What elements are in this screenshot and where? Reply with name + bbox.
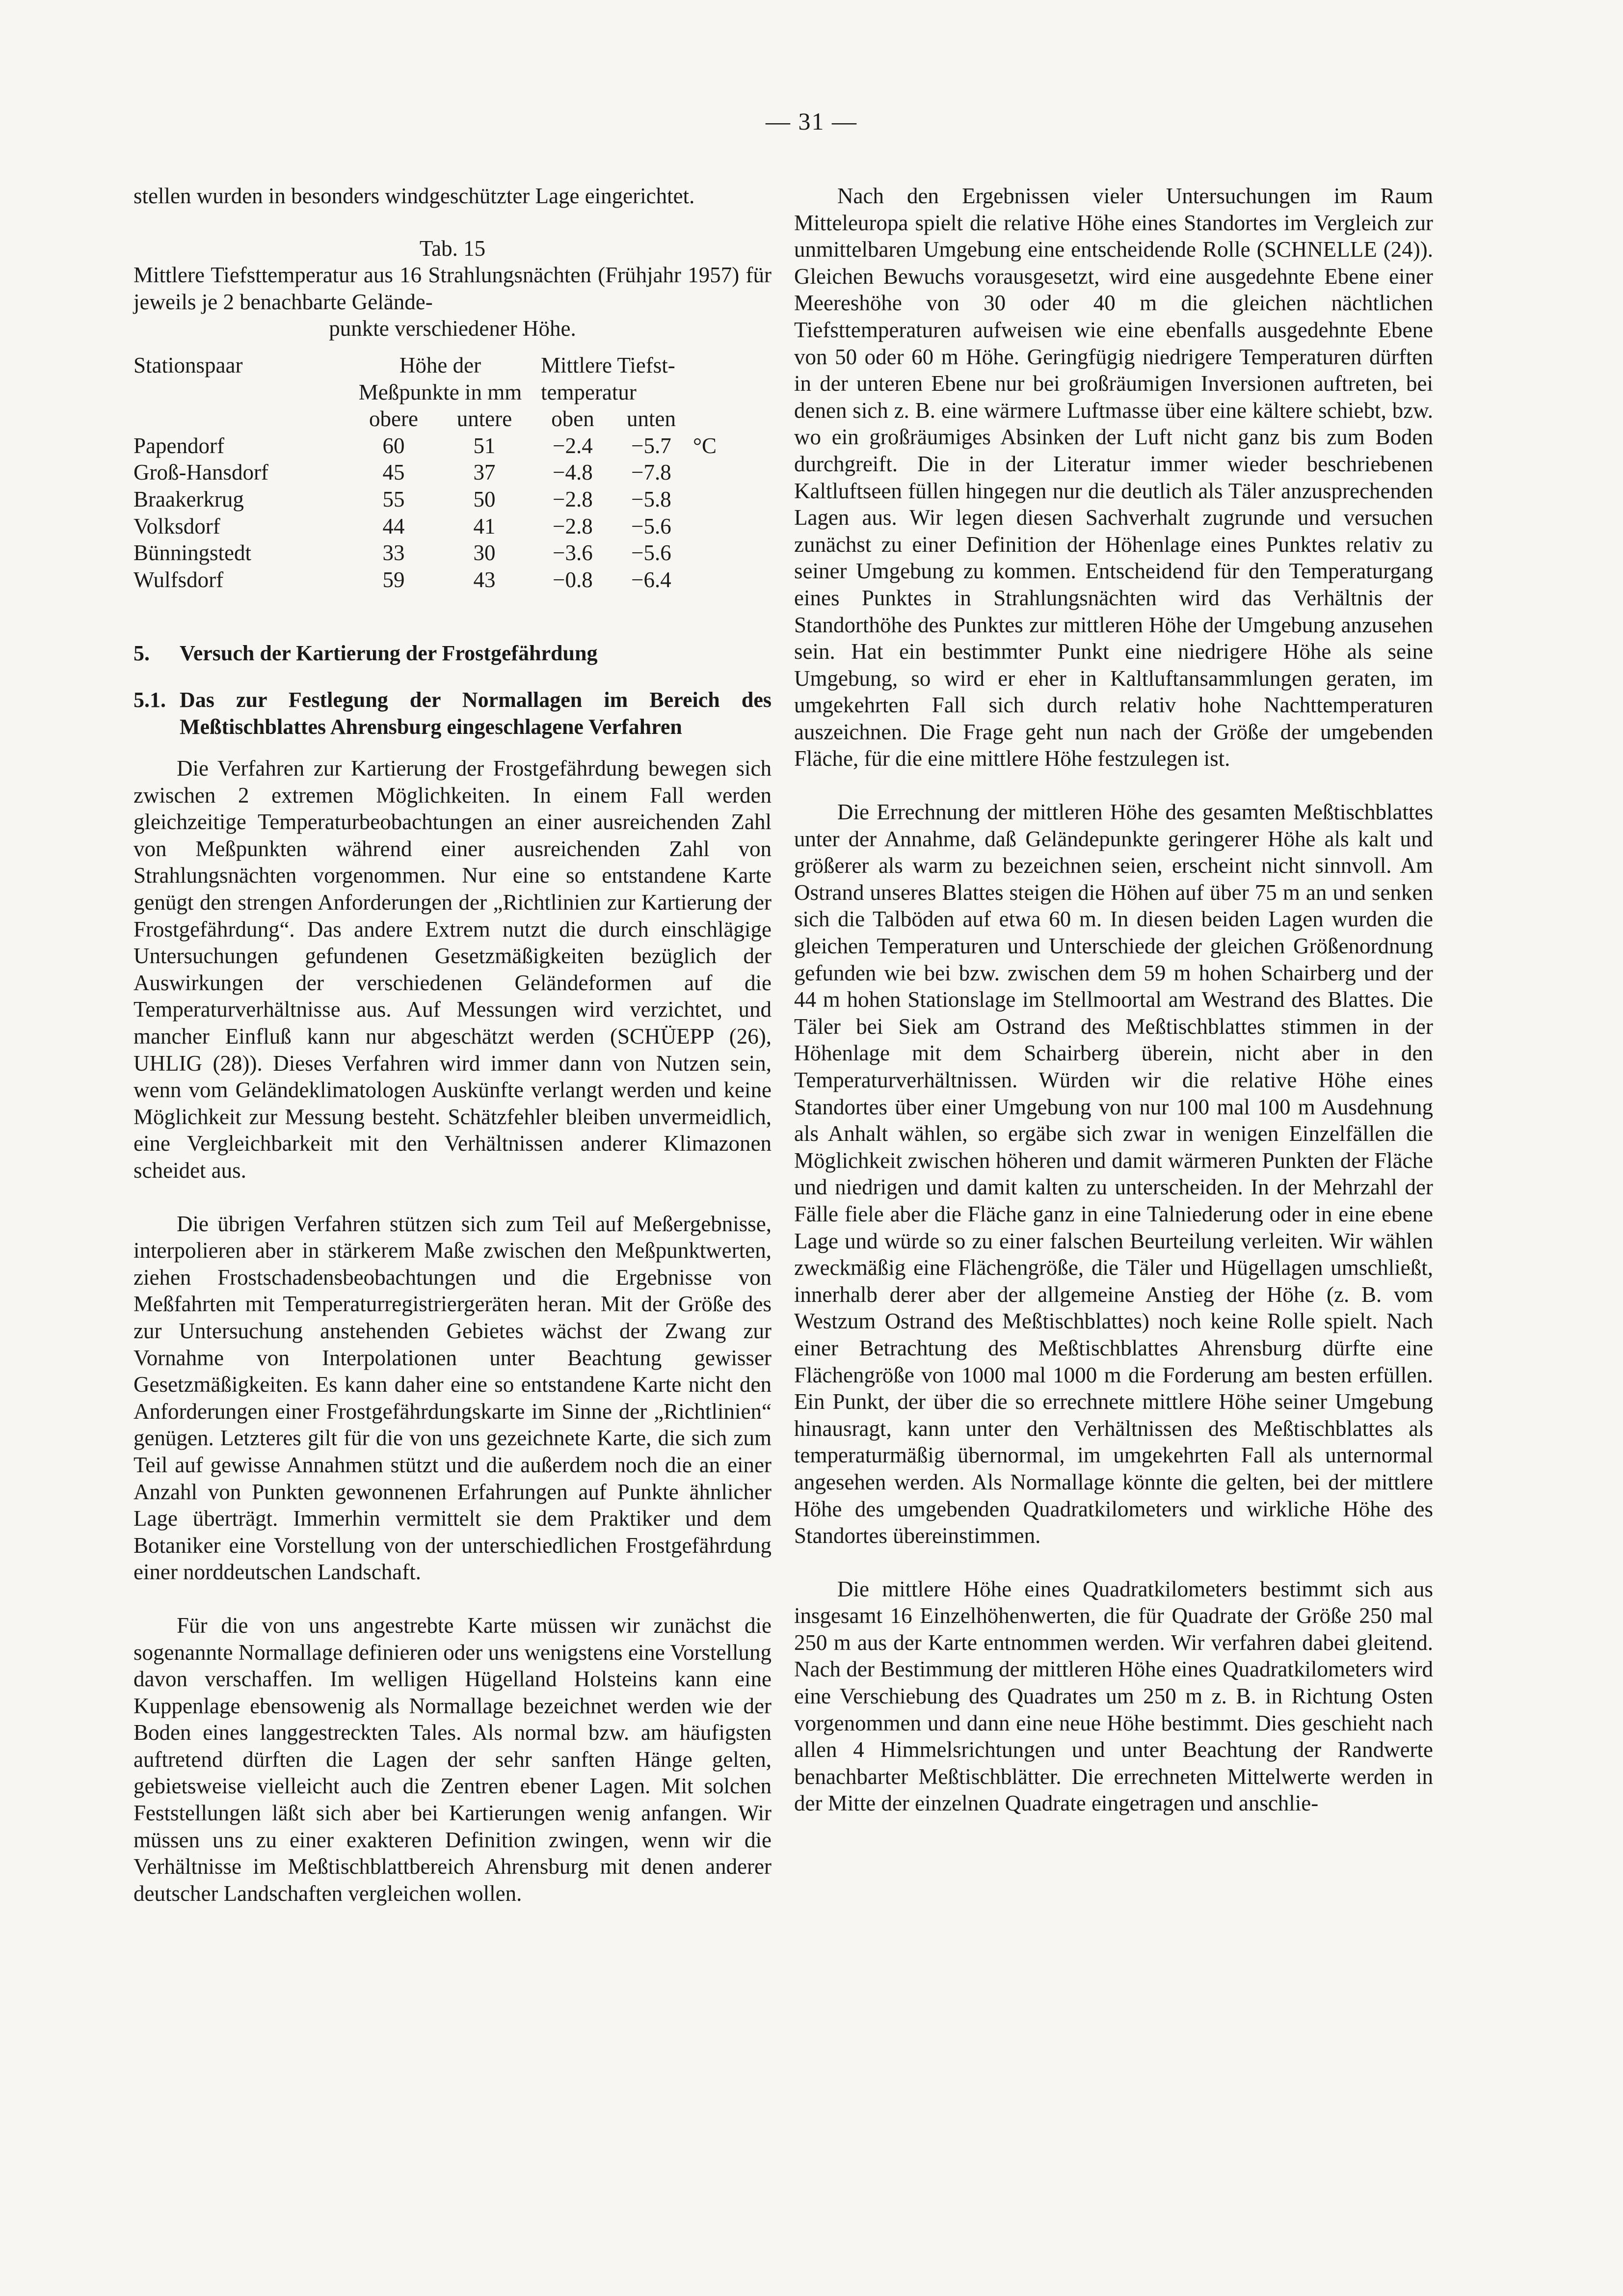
paragraph: Die mittlere Höhe eines Quadratkilometers bestimmt sich aus insgesamt 16 Einzelhöhenwerten, die für Quadrate der Größe 250 mal 250 m aus der Karte entnommen werden. Wir verfahren dabei gleitend. Nach der Bestimmung der mittleren Höhe eines Quadratkilometers wird eine Verschiebung des Quadrates um 250 m z. B. in Richtung Osten vorgenommen und dann eine neue Höhe bestimmt. Dies geschieht nach allen 4 Himmelsrichtungen und unter Beachtung der Randwerte benachbarter Meßtischblätter. Die errechneten Mittelwerte werden in der Mitte der einzelnen Quadrate eingetragen und anschlie- (794, 1576, 1433, 1816)
table-row: Papendorf 60 51 −2.4 −5.7 °C (133, 432, 772, 459)
subsection-title: Das zur Festlegung der Normallagen im Bereich des Meßtischblattes Ahrensburg eingeschlagene Verfahren (180, 687, 772, 739)
table-row: Wulfsdorf 59 43 −0.8 −6.4 (133, 567, 671, 592)
paragraph: Die Verfahren zur Kartierung der Frostgefährdung bewegen sich zwischen 2 extremen Möglichkeiten. In einem Fall werden gleichzeitige Temperaturbeobachtungen an einer ausreichenden Zahl von Meßpunkten während einer ausreichenden Zahl von Strahlungsnächten vorgenommen. Nur eine so entstandene Karte genügt den strengen Anforderungen der „Richtlinien zur Kartierung der Frostgefährdung“. Das andere Extrem nutzt die durch einschlägige Untersuchungen gefundenen Gesetzmäßigkeiten bezüglich der Auswirkungen der verschiedenen Geländeformen auf die Temperaturverhältnisse aus. Auf Messungen wird verzichtet, und mancher Einfluß kann nur abgeschätzt werden (SCHÜEPP (26), UHLIG (28)). Dieses Verfahren wird immer dann von Nutzen sein, wenn vom Geländeklimatologen Auskünfte verlangt werden und keine Möglichkeit zur Messung besteht. Schätzfehler bleiben unvermeidlich, eine Vergleichbarkeit mit den Verhältnissen anderer Klimazonen scheidet aus. (133, 756, 772, 1183)
col-height-2: Meßpunkte in mm (358, 379, 522, 405)
paragraph: Nach den Ergebnissen vieler Untersuchungen im Raum Mitteleuropa spielt die relative Höhe eines Standortes im Vergleich zur unmittelbaren Umgebung eine entscheidende Rolle (SCHNELLE (24)). Gleichen Bewuchs vorausgesetzt, wird eine ausgedehnte Ebene einer Meereshöhe von 30 oder 40 m die gleichen nächtlichen Tiefsttemperaturen aufweisen wie eine ebenfalls ausgedehnte Ebene von 50 oder 60 m Höhe. Geringfügig niedrigere Temperaturen dürften in der unteren Ebene nur bei großräumigen Inversionen auftreten, bei denen sich z. B. eine wärmere Luftmasse über eine kältere schiebt, bzw. wo ein großräumiges Absinken der Luft nicht ganz bis zum Boden durchgreift. Die in der Literatur immer wieder beschriebenen Kaltluftseen füllen hingegen nur die deutlich als Täler anzusprechenden Lagen aus. Wir legen diesen Sachverhalt zugrunde und versuchen zunächst zu einer Definition der Höhenlage eines Punktes relativ zu seiner Umgebung zu kommen. Entscheidend für den Temperaturgang eines Punktes in Strahlungsnächten wird das Verhältnis der Standorthöhe des Punktes zur mittleren Höhe der Umgebung anzusehen sein. Hat ein bestimmter Punkt eine niedrigere Höhe als seine Umgebung, so wird er eher in Kaltluftansammlungen geraten, im umgekehrten Fall sich durch relativ hohe Nachttemperaturen auszeichnen. Die Frage geht nun nach der Größe der umgebenden Fläche, für die eine mittlere Höhe festzulegen ist. (794, 184, 1433, 771)
sub-oben: oben (551, 406, 594, 432)
table-row: Braakerkrug 55 50 −2.8 −5.8 (133, 486, 671, 512)
paragraph: Für die von uns angestrebte Karte müssen wir zunächst die sogenannte Normallage definieren oder uns wenigstens eine Vorstellung davon verschaffen. Im welligen Hügelland Holsteins kann eine Kuppenlage ebensowenig als Normallage bezeichnet werden wie der Boden eines langgestreckten Tales. Als normal bzw. am häufigsten auftretend dürften die Lagen der sehr sanften Hänge gelten, gebietsweise vielleicht auch die Zentren ebener Lagen. Mit solchen Feststellungen läßt sich aber bei Kartierungen wenig anfangen. Wir müssen uns zu einer exakteren Definition zwingen, wenn wir die Verhältnisse im Meßtischblattbereich Ahrensburg mit denen anderer deutscher Landschaften vergleichen wollen. (133, 1613, 772, 1906)
section-title: Versuch der Kartierung der Frostgefährdung (180, 641, 598, 666)
table-header-row-3 (133, 405, 772, 432)
table-caption-2: punkte verschiedener Höhe. (329, 316, 576, 341)
left-column (133, 183, 772, 1907)
section-number: 5. (133, 641, 150, 666)
intro-text: stellen wurden in besonders windgeschützter Lage eingerichtet. (133, 184, 695, 208)
table-label: Tab. 15 (419, 236, 486, 261)
sub-unten: unten (627, 406, 676, 432)
page-number: — 31 — (766, 108, 857, 135)
subsection-number: 5.1. (133, 687, 166, 712)
table-header-row-2 (133, 379, 772, 406)
section-heading (133, 640, 772, 667)
sub-untere: untere (456, 406, 512, 432)
right-column (794, 183, 1433, 1817)
table-row: Groß-Hansdorf 45 37 −4.8 −7.8 (133, 460, 671, 485)
col-temp-1: Mittlere Tiefst- (541, 352, 675, 378)
unit-label: °C (693, 433, 717, 458)
paragraph: Die übrigen Verfahren stützen sich zum Teil auf Meßergebnisse, interpolieren aber in stärkerem Maße zwischen den Meßpunktwerten, ziehen Frostschadensbeobachtungen und die Ergebnisse von Meßfahrten mit Temperaturregistriergeräten heran. Mit der Größe des zur Untersuchung anstehenden Gebietes wächst der Zwang zur Vornahme von Interpolationen unter Beachtung gewisser Gesetzmäßigkeiten. Es kann daher eine so entstandene Karte nicht den Anforderungen einer Frostgefährdungskarte im Sinne der „Richtlinien“ genügen. Letzteres gilt für die von uns gezeichnete Karte, die sich zum Teil auf gewisse Annahmen stützt und die außerdem noch die an einer Anzahl von Punkten gewonnenen Erfahrungen auf Punkte ähnlicher Lage überträgt. Immerhin vermittelt sie dem Praktiker und dem Botaniker eine Vorstellung von der unterschiedlichen Frostgefährdung einer norddeutschen Landschaft. (133, 1211, 772, 1585)
col-station: Stationspaar (133, 352, 243, 378)
table-row: Bünningstedt 33 30 −3.6 −5.6 (133, 540, 671, 566)
col-temp-2: temperatur (541, 379, 637, 405)
table-header-row-1 (133, 352, 772, 379)
subsection-heading (133, 687, 772, 740)
data-table (133, 352, 772, 593)
sub-obere: obere (369, 406, 418, 432)
table-caption-1: Mittlere Tiefsttemperatur aus 16 Strahlungsnächten (Frühjahr 1957) für jeweils je 2 benachbarte Gelände- (133, 263, 772, 314)
col-height-1: Höhe der (399, 352, 481, 378)
table-row: Volksdorf 44 41 −2.8 −5.6 (133, 513, 671, 539)
paragraph: Die Errechnung der mittleren Höhe des gesamten Meßtischblattes unter der Annahme, daß Geländepunkte geringerer Höhe als kalt und größerer als warm zu bezeichnen seien, erscheint nicht sinnvoll. Am Ostrand unseres Blattes steigen die Höhen auf über 75 m an und senken sich die Talböden auf etwa 60 m. In diesen beiden Lagen wurden die gleichen Temperaturen und Unterschiede der gleichen Größenordnung gefunden wie bei bzw. zwischen dem 59 m hohen Schairberg und der 44 m hohen Stationslage im Stellmoortal am Westrand des Blattes. Die Täler bei Siek am Ostrand des Meßtischblattes stimmen in der Höhenlage mit dem Schairberg überein, nicht aber in den Temperaturverhältnissen. Würden wir die relative Höhe eines Standortes über einer Umgebung von nur 100 mal 100 m Ausdehnung als Anhalt wählen, so ergäbe sich zwar in wenigen Einzelfällen die Möglichkeit zwischen höheren und damit wärmeren Punkten der Fläche und niedrigen und damit kalten zu unterscheiden. In der Mehrzahl der Fälle fiele aber die Fläche ganz in eine Talniederung oder in eine ebene Lage und würde so zu einer falschen Beurteilung verleiten. Wir wählen zweckmäßig eine Flächengröße, die Täler und Hügellagen umschließt, innerhalb derer aber der allgemeine Anstieg der Höhe (z. B. vom Westzum Ostrand des Meßtischblattes) noch keine Rolle spielt. Nach einer Betrachtung des Meßtischblattes Ahrensburg dürfte eine Flächengröße von 1000 mal 1000 m die Forderung am besten erfüllen. Ein Punkt, der über die so errechnete mittlere Höhe seiner Umgebung hinausragt, kann unter den Verhältnissen des Meßtischblattes als temperaturmäßig übernormal, im umgekehrten Fall als unternormal angesehen werden. Als Normallage könnte die gelten, bei der mittlere Höhe des umgebenden Quadratkilometers und wirkliche Höhe des Standortes übereinstimmen. (794, 800, 1433, 1548)
